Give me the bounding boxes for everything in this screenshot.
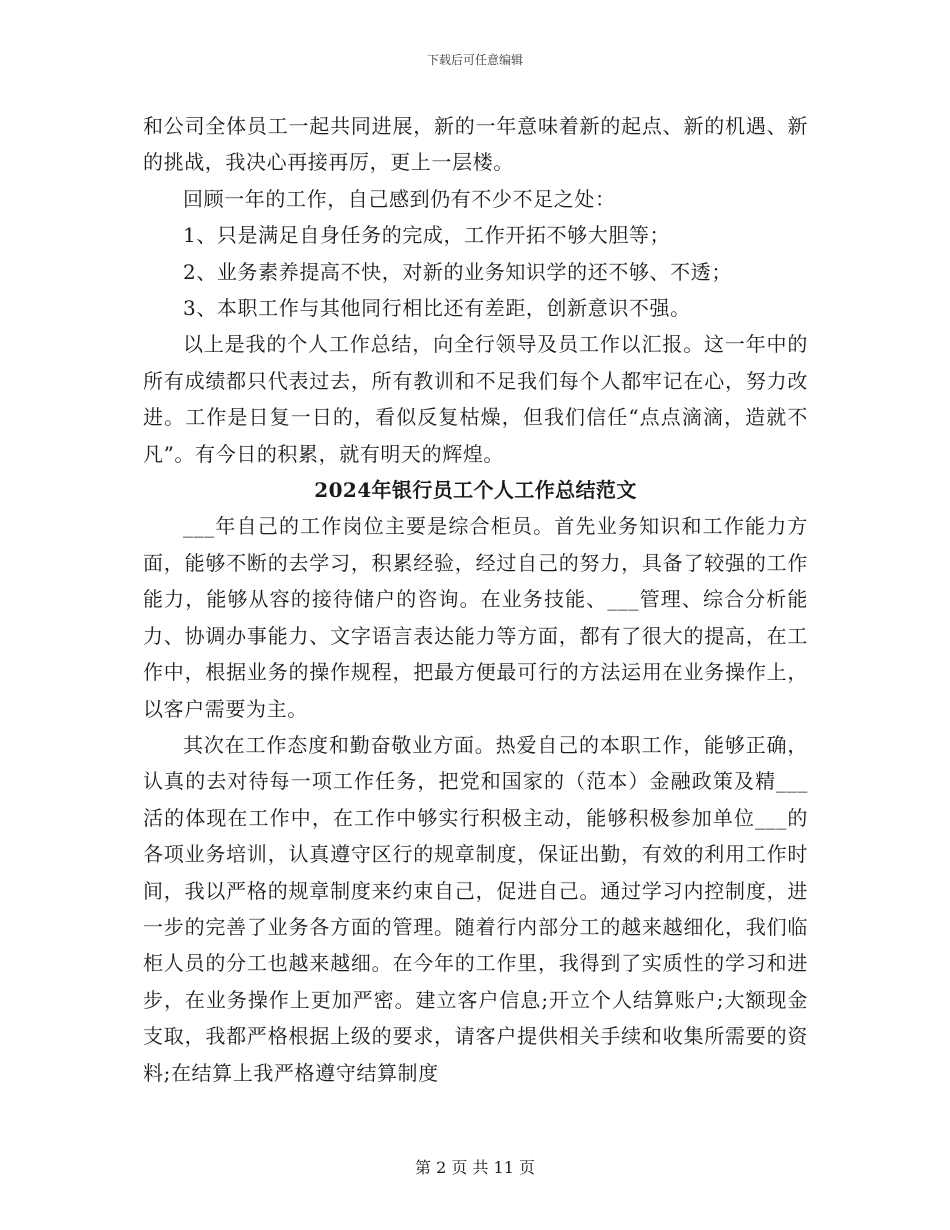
paragraph-review: 回顾一年的工作，自己感到仍有不少不足之处： [183, 186, 616, 211]
list-item: 3、本职工作与其他同行相比还有差距，创新意识不强。 [183, 296, 691, 321]
list-item: 1、只是满足自身任务的完成，工作开拓不够大胆等； [183, 223, 671, 248]
section-title: 2024年银行员工个人工作总结范文 [314, 478, 637, 503]
document-body [143, 108, 808, 1091]
paragraph-continuation: 和公司全体员工一起共同进展，新的一年意味着新的起点、新的机遇、新的挑战，我决心再接再厉，更上一层楼。 [143, 114, 808, 175]
page-number: 第 2 页 共 11 页 [415, 1158, 535, 1177]
page-header: 下载后可任意编辑 [426, 53, 523, 67]
paragraph-section-1: ___年自己的工作岗位主要是综合柜员。首先业务知识和工作能力方面，能够不断的去学习，积累经验，经过自己的努力，具备了较强的工作能力，能够从容的接待储户的咨询。在业务技能、___管理、综合分析能力、协调办事能力、文字语言表达能力等方面，都有了很大的提高，在工作中，根据业务的操作规程，把最方便最可行的方法运用在业务操作上，以客户需要为主。 [143, 514, 808, 721]
list-item: 2、业务素养提高不快，对新的业务知识学的还不够、不透； [183, 259, 732, 284]
paragraph-conclusion: 以上是我的个人工作总结，向全行领导及员工作以汇报。这一年中的所有成绩都只代表过去，所有教训和不足我们每个人都牢记在心，努力改进。工作是日复一日的，看似反复枯燥，但我们信任“点点滴滴，造就不凡”。有今日的积累，就有明天的辉煌。 [143, 332, 808, 466]
paragraph-section-2: 其次在工作态度和勤奋敬业方面。热爱自己的本职工作，能够正确，认真的去对待每一项工作任务，把党和国家的（范本）金融政策及精___活的体现在工作中，在工作中够实行积极主动，能够积极参加单位___的各项业务培训，认真遵守区行的规章制度，保证出勤，有效的利用工作时间，我以严格的规章制度来约束自己，促进自己。通过学习内控制度，进一步的完善了业务各方面的管理。随着行内部分工的越来越细化，我们临柜人员的分工也越来越细。在今年的工作里，我得到了实质性的学习和进步，在业务操作上更加严密。建立客户信息;开立个人结算账户;大额现金支取，我都严格根据上级的要求，请客户提供相关手续和收集所需要的资料;在结算上我严格遵守结算制度 [143, 732, 808, 1085]
